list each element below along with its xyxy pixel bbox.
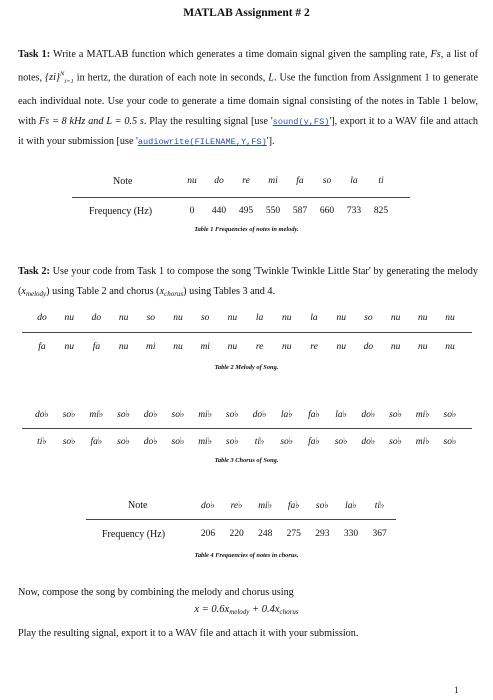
task2-paragraph: [18, 262, 478, 304]
table2-note-cell: nu: [336, 313, 346, 323]
page-number: 1: [454, 685, 459, 695]
table4-freq-cell: 248: [258, 529, 273, 539]
table3-note-cell: so♭: [62, 437, 76, 447]
table4-rule: [86, 519, 396, 520]
table3-note-cell: so♭: [225, 437, 239, 447]
table4-freq-cell: 206: [200, 529, 216, 539]
table1-note-cell: re: [242, 176, 250, 186]
task1-label: Task 1:: [18, 49, 51, 60]
table1-freq-cell: 0: [189, 206, 195, 216]
table3-note-cell: so♭: [117, 437, 131, 447]
table1-freq-cell: 587: [292, 206, 308, 216]
table2-note-cell: nu: [445, 342, 455, 352]
table2-note-cell: so: [200, 313, 210, 323]
task2-label: Task 2:: [18, 266, 50, 277]
table4-freq-cell: 293: [315, 529, 330, 539]
table3-note-cell: so♭: [443, 437, 457, 447]
table2-note-cell: do: [37, 313, 47, 323]
table1-freq-cell: 660: [319, 206, 335, 216]
table2-note-cell: nu: [390, 313, 401, 323]
table2-rule: [22, 332, 472, 333]
table3-note-cell: la♭: [335, 410, 348, 420]
task2-text: Use your code from Task 1 to compose the song 'Twinkle Twinkle Little Star' by generating the melody (: [18, 266, 478, 297]
task1-paragraph: [18, 45, 478, 152]
table1-note-cell: ti: [378, 176, 384, 186]
table2-note-cell: nu: [418, 342, 428, 352]
table2-note-cell: fa: [92, 342, 101, 352]
table2-note-cell: nu: [336, 342, 346, 352]
table2-note-cell: nu: [390, 342, 401, 352]
task1-text: . Play the resulting signal [use ': [143, 116, 273, 128]
table2-note-cell: nu: [64, 313, 74, 323]
table2-note-cell: nu: [173, 342, 183, 352]
table1-freq-cell: 825: [373, 206, 389, 216]
table4-frequency-label: Frequency (Hz): [102, 529, 166, 540]
table1-freq-cell: 550: [265, 206, 281, 216]
sampling-rate-symbol: Fs: [430, 49, 441, 60]
table3-note-cell: mi♭: [415, 437, 430, 447]
table2-note-cell: do: [363, 342, 374, 352]
parameter-condition: Fs = 8 kHz and L = 0.5 s: [38, 116, 144, 128]
table3-caption: Table 3 Chorus of Song.: [214, 457, 279, 464]
task2-text: ) using Tables 3 and 4.: [183, 286, 276, 297]
table2-note-cell: nu: [118, 313, 129, 323]
table1-note-cell: mi: [268, 176, 278, 186]
duration-symbol: L: [268, 72, 274, 84]
table2-note-cell: nu: [64, 342, 74, 352]
table2-note-cell: la: [255, 313, 264, 323]
table2-caption: Table 2 Melody of Song.: [214, 364, 279, 371]
table4-caption: Table 4 Frequencies of notes in chorus.: [194, 552, 299, 559]
table4-freq-cell: 220: [229, 529, 244, 539]
table3-note-cell: ti♭: [37, 437, 47, 447]
table1-note-header: Note: [113, 176, 133, 187]
task1-text: . Use the function from Assignment 1 to generate each individual note. Use your code to generate a time domain signal consisting of the notes in Table 1 below, with: [18, 72, 479, 128]
table3-note-cell: so♭: [443, 410, 457, 420]
sound-code-link[interactable]: sound(y,FS): [272, 117, 330, 128]
table2-note-cell: nu: [282, 313, 292, 323]
table3-note-cell: so♭: [389, 437, 403, 447]
table3-note-cell: do♭: [252, 410, 267, 420]
audiowrite-code-link[interactable]: audiowrite(FILENAME,Y,FS): [137, 137, 267, 148]
table1-rule: [72, 197, 410, 198]
table3-note-cell: do♭: [361, 410, 376, 420]
table2-note-cell: nu: [118, 342, 129, 352]
table3-note-cell: mi♭: [198, 437, 213, 447]
table3-note-cell: so♭: [280, 437, 294, 447]
task2-text: ) using Table 2 and chorus (: [46, 286, 160, 297]
table1-note-cell: so: [322, 176, 332, 186]
compose-formula: [0, 604, 493, 616]
table4-note-cell: mi♭: [258, 501, 273, 511]
formula-text: $x = 0.6x_{melody} + 0.4x_{chorus}$: [194, 604, 299, 616]
table4-note-cell: fa♭: [287, 501, 300, 511]
table3-note-cell: fa♭: [308, 410, 320, 420]
table1-frequency-label: Frequency (Hz): [89, 206, 153, 217]
table4-note-cell: do♭: [201, 501, 215, 511]
table3-note-cell: do♭: [143, 410, 158, 420]
table4-note-cell: re♭: [230, 501, 243, 511]
table2-note-cell: fa: [38, 342, 46, 352]
table1-freq-cell: 733: [346, 206, 362, 216]
table2-note-cell: mi: [146, 342, 156, 352]
table2-note-cell: re: [255, 342, 264, 352]
table3-note-cell: fa♭: [308, 437, 320, 447]
table2-note-cell: nu: [227, 342, 238, 352]
table4-freq-cell: 275: [286, 529, 301, 539]
table2-note-cell: nu: [227, 313, 238, 323]
melody-symbol: $x_{melody}$: [21, 286, 47, 298]
table3-note-cell: so♭: [117, 410, 131, 420]
table1-note-cell: do: [214, 176, 224, 186]
table2-note-cell: mi: [200, 342, 210, 352]
table3-note-cell: la♭: [280, 410, 293, 420]
table3-note-cell: fa♭: [90, 437, 103, 447]
table1-caption: Table 1 Frequencies of notes in melody.: [194, 226, 299, 233]
table3-note-cell: mi♭: [415, 410, 430, 420]
table3-rule: [22, 428, 472, 429]
table2-note-cell: nu: [282, 342, 292, 352]
table1-freq-cell: 440: [211, 206, 227, 216]
task1-text: , a list of notes,: [18, 49, 478, 84]
table1-note-cell: nu: [187, 176, 197, 186]
table3-note-cell: so♭: [334, 437, 348, 447]
table2-note-cell: nu: [173, 313, 183, 323]
chorus-symbol: $x_{chorus}$: [159, 286, 184, 298]
table4-freq-cell: 367: [372, 529, 387, 539]
task1-text: '], export it to a WAV file and attach it with your submission [use ': [18, 116, 478, 148]
table4-note-cell: la♭: [345, 501, 357, 511]
table3-note-cell: mi♭: [89, 410, 104, 420]
table4-note-cell: so♭: [315, 501, 329, 511]
table2-note-cell: nu: [445, 313, 455, 323]
table2-note-cell: nu: [418, 313, 428, 323]
table4-note-header: Note: [128, 500, 148, 511]
table2-note-cell: do: [91, 313, 102, 323]
table1-note-cell: fa: [296, 176, 304, 186]
task1-text: '].: [266, 136, 275, 148]
table2-note-cell: so: [364, 313, 373, 323]
table3-note-cell: so♭: [171, 410, 185, 420]
compose-line2: Play the resulting signal, export it to a WAV file and attach it with your submission.: [18, 628, 359, 639]
compose-line1: Now, compose the song by combining the melody and chorus using: [18, 587, 294, 598]
table2-note-cell: re: [310, 342, 318, 352]
table3-note-cell: so♭: [389, 410, 403, 420]
document-title: MATLAB Assignment # 2: [183, 7, 310, 19]
table3-note-cell: do♭: [361, 437, 376, 447]
table4-note-cell: ti♭: [374, 501, 385, 511]
table3-note-cell: so♭: [62, 410, 76, 420]
table2-note-cell: so: [146, 313, 156, 323]
table3-note-cell: so♭: [225, 410, 239, 420]
table3-note-cell: do♭: [35, 410, 49, 420]
table2-note-cell: la: [310, 313, 318, 323]
table3-note-cell: mi♭: [198, 410, 213, 420]
table3-note-cell: ti♭: [254, 437, 265, 447]
task1-text: in hertz, the duration of each note in seconds,: [73, 72, 269, 84]
notes-set-symbol: {zi}$^N_{i=1}$: [45, 71, 74, 86]
table1-freq-cell: 495: [238, 206, 254, 216]
table3-note-cell: so♭: [171, 437, 185, 447]
table1-note-cell: la: [350, 176, 358, 186]
table4-freq-cell: 330: [343, 529, 359, 539]
table3-note-cell: do♭: [143, 437, 158, 447]
task1-text: Write a MATLAB function which generates a time domain signal given the sampling rate,: [50, 49, 431, 60]
